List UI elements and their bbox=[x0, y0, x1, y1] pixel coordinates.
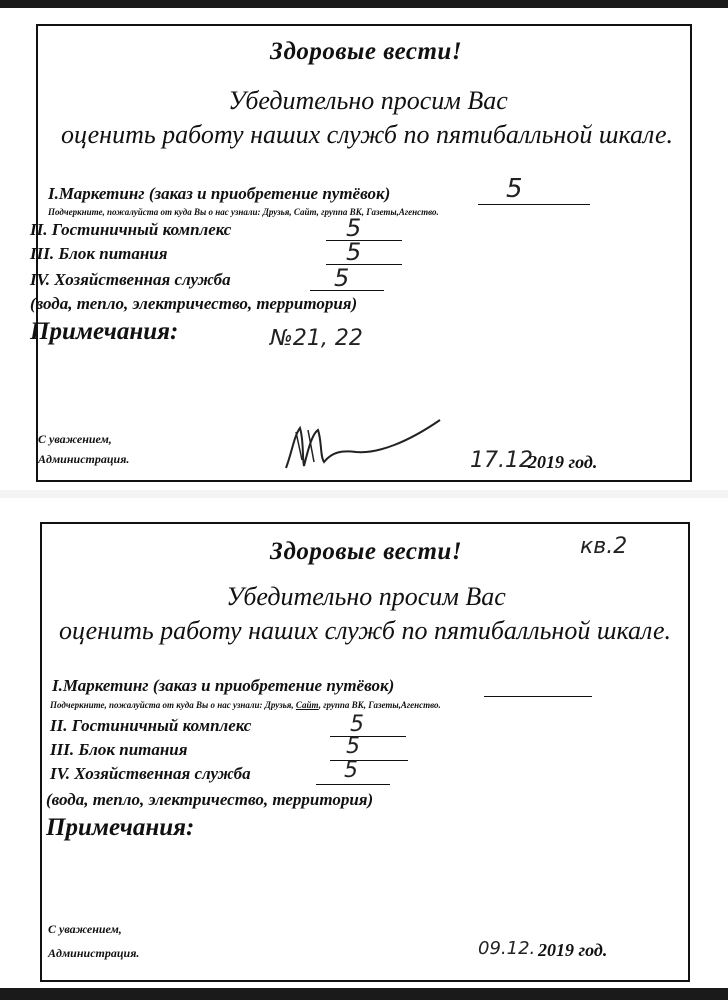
source-hint: Подчеркните, пожалуйста от куда Вы о нас узнали: Друзья, Сайт, группа ВК, Газеты,Агенство. bbox=[50, 700, 441, 710]
item-housekeeping-note: (вода, тепло, электричество, территория) bbox=[30, 294, 358, 313]
item-hotel: II. Гостиничный комплекс bbox=[50, 716, 252, 735]
mark-marketing: 5 bbox=[506, 174, 523, 204]
item-housekeeping: IV. Хозяйственная служба bbox=[30, 270, 231, 289]
blank-marketing bbox=[484, 696, 592, 697]
date-year: 2019 год. bbox=[538, 940, 608, 960]
item-housekeeping: IV. Хозяйственная служба bbox=[50, 764, 251, 783]
closing-administration: Администрация. bbox=[38, 452, 130, 466]
mark-catering: 5 bbox=[346, 238, 362, 266]
feedback-form-2 bbox=[6, 498, 720, 990]
notes-label: Примечания: bbox=[30, 318, 179, 345]
item-catering: III. Блок питания bbox=[50, 740, 188, 759]
mark-hotel: 5 bbox=[346, 214, 362, 242]
closing-regards: С уважением, bbox=[38, 432, 112, 446]
apartment-note: кв.2 bbox=[580, 534, 628, 559]
date-handwritten: 09.12. bbox=[478, 938, 536, 959]
item-marketing: I.Маркетинг (заказ и приобретение путёвок) bbox=[52, 676, 395, 695]
mark-catering: 5 bbox=[346, 734, 360, 759]
item-catering: III. Блок питания bbox=[30, 244, 168, 263]
blank-catering bbox=[330, 760, 408, 761]
mark-housekeeping: 5 bbox=[344, 758, 358, 783]
blank-housekeeping bbox=[316, 784, 390, 785]
mark-hotel: 5 bbox=[350, 712, 364, 737]
notes-label: Примечания: bbox=[46, 814, 195, 841]
source-hint: Подчеркните, пожалуйста от куда Вы о нас узнали: Друзья, Сайт, группа ВК, Газеты,Агенство. bbox=[48, 207, 439, 217]
item-housekeeping-note: (вода, тепло, электричество, территория) bbox=[46, 790, 374, 809]
form-line-2: оценить работу наших служб по пятибалльной шкале. bbox=[58, 616, 671, 645]
item-hotel: II. Гостиничный комплекс bbox=[30, 220, 232, 239]
item-marketing: I.Маркетинг (заказ и приобретение путёвок) bbox=[48, 184, 391, 203]
date-handwritten: 17.12 bbox=[470, 448, 533, 473]
form-greeting: Здоровые вести! bbox=[269, 38, 463, 65]
form-greeting: Здоровые вести! bbox=[269, 538, 463, 565]
signature-image bbox=[278, 412, 448, 476]
notes-handwritten: №21, 22 bbox=[270, 326, 363, 351]
form-line-1: Убедительно просим Вас bbox=[228, 86, 508, 115]
page-gap bbox=[0, 490, 728, 498]
mark-housekeeping: 5 bbox=[334, 264, 350, 292]
blank-marketing bbox=[478, 204, 590, 205]
date-year: 2019 год. bbox=[528, 452, 598, 472]
closing-regards: С уважением, bbox=[48, 922, 122, 936]
feedback-form-1 bbox=[8, 8, 722, 490]
blank-hotel bbox=[326, 240, 402, 241]
blank-hotel bbox=[330, 736, 406, 737]
form-line-2: оценить работу наших служб по пятибалльной шкале. bbox=[60, 120, 673, 149]
form-line-1: Убедительно просим Вас bbox=[226, 582, 506, 611]
scan-edge-top bbox=[0, 0, 728, 8]
scan-edge-bottom bbox=[0, 988, 728, 1000]
source-hint-selected: Сайт bbox=[295, 700, 319, 710]
closing-administration: Администрация. bbox=[48, 946, 140, 960]
